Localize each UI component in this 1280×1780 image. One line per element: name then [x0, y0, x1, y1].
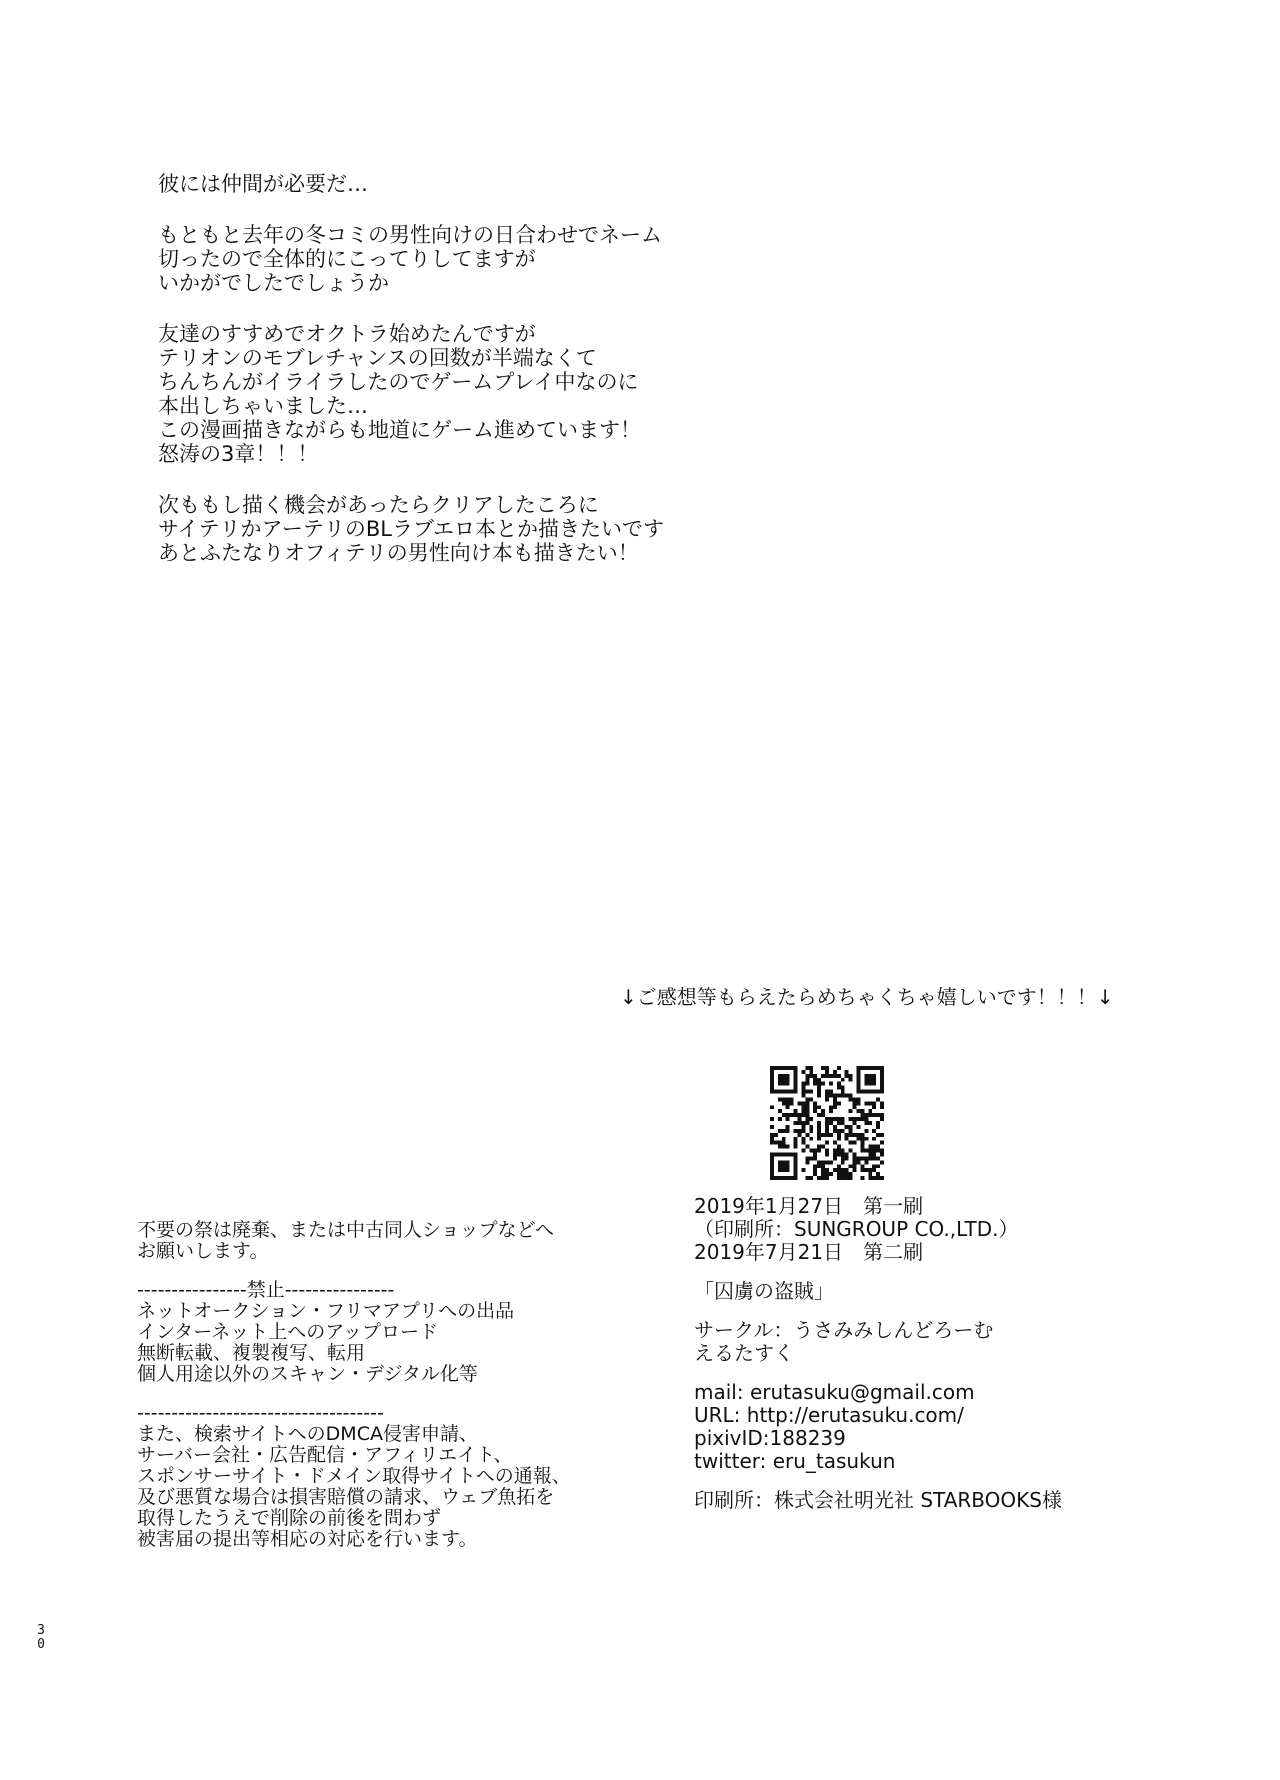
qr-code-icon[interactable] [770, 1066, 884, 1180]
prohibited-divider: ----------------禁止---------------- [137, 1279, 395, 1301]
warning-line: サーバー会社・広告配信・アフィリエイト、 [137, 1444, 513, 1466]
usage-notice [137, 1220, 607, 1550]
afterword-line: 彼には仲間が必要だ… [158, 172, 368, 196]
print-history-line: 2019年1月27日 第一刷 [694, 1194, 924, 1218]
print-history-line: 2019年7月21日 第二刷 [694, 1240, 924, 1264]
notice-line: 不要の祭は廃棄、または中古同人ショップなどへ [137, 1219, 554, 1241]
afterword-line: 本出しちゃいました… [158, 394, 368, 418]
afterword-paragraph-2 [158, 223, 798, 295]
book-title: 「囚虜の盗賊」 [694, 1279, 834, 1303]
contact-url: URL: http://erutasuku.com/ [694, 1403, 964, 1427]
colophon [694, 1195, 1214, 1512]
warning-line: また、検索サイトへのDMCA侵害申請、 [137, 1423, 478, 1445]
afterword-line: サイテリかアーテリのBLラブエロ本とか描きたいです [158, 517, 664, 541]
afterword-paragraph-1 [158, 172, 798, 196]
afterword-paragraph-4 [158, 493, 798, 565]
printer-credit: 印刷所：株式会社明光社 STARBOOKS様 [694, 1488, 1062, 1512]
page-number: 30 [37, 1623, 45, 1652]
notice-divider: ------------------------------------ [137, 1402, 384, 1424]
warning-line: 被害届の提出等相応の対応を行います。 [137, 1528, 478, 1550]
afterword-line: この漫画描きながらも地道にゲーム進めています！ [158, 418, 641, 442]
prohibited-item: 個人用途以外のスキャン・デジタル化等 [137, 1363, 478, 1385]
contact-twitter: twitter: eru_tasukun [694, 1449, 896, 1473]
warning-line: 及び悪質な場合は損害賠償の請求、ウェブ魚拓を [137, 1486, 555, 1508]
prohibited-item: 無断転載、複製複写、転用 [137, 1342, 366, 1364]
afterword [158, 172, 798, 592]
afterword-line: 友達のすすめでオクトラ始めたんですが [158, 322, 536, 346]
afterword-line: いかがでしたでしょうか [158, 271, 389, 295]
afterword-line: あとふたなりオフィテリの男性向け本も描きたい！ [158, 541, 639, 565]
afterword-line: ちんちんがイライラしたのでゲームプレイ中なのに [158, 370, 639, 394]
afterword-line: 次ももし描く機会があったらクリアしたころに [158, 493, 599, 517]
prohibited-item: ネットオークション・フリマアプリへの出品 [137, 1300, 515, 1322]
warning-line: スポンサーサイト・ドメイン取得サイトへの通報、 [137, 1465, 571, 1487]
contact-pixiv: pixivID:188239 [694, 1426, 846, 1450]
afterword-line: テリオンのモブレチャンスの回数が半端なくて [158, 346, 597, 370]
notice-line: お願いします。 [137, 1240, 269, 1262]
feedback-request: ↓ご感想等もらえたらめちゃくちゃ嬉しいです！！！↓ [620, 985, 1114, 1009]
author-name: えるたすく [694, 1341, 794, 1365]
circle-name: サークル：うさみみしんどろーむ [694, 1318, 994, 1342]
warning-line: 取得したうえで削除の前後を問わず [137, 1507, 442, 1529]
prohibited-item: インターネット上へのアップロード [137, 1321, 438, 1343]
contact-mail: mail: erutasuku@gmail.com [694, 1380, 975, 1404]
afterword-line: 怒涛の3章！！！ [158, 442, 319, 466]
afterword-paragraph-3 [158, 322, 798, 466]
afterword-line: もともと去年の冬コミの男性向けの日合わせでネーム [158, 223, 662, 247]
afterword-line: 切ったので全体的にこってりしてますが [158, 247, 536, 271]
print-history-line: （印刷所：SUNGROUP CO.,LTD.） [694, 1217, 1019, 1241]
